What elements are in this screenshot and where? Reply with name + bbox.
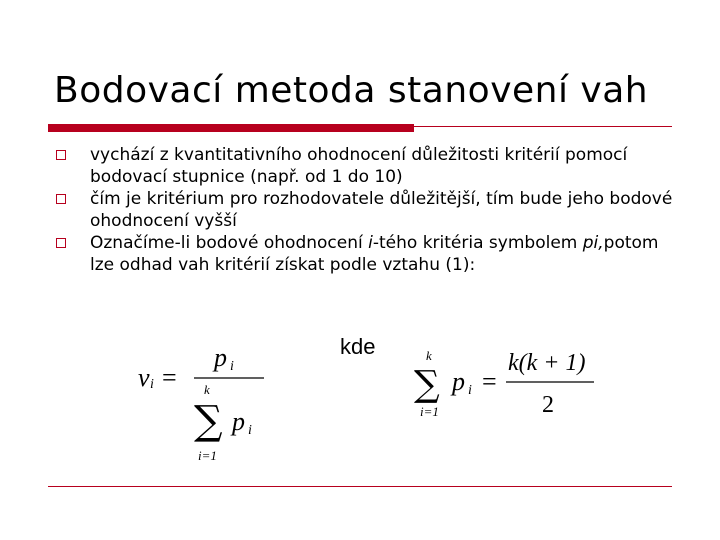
formula-numerator: k(k + 1) — [508, 350, 586, 376]
formula-equals: = — [162, 363, 177, 392]
square-bullet-icon — [56, 238, 66, 248]
formula-denominator: 2 — [542, 392, 554, 418]
formula-lhs-sub: i — [150, 377, 154, 392]
bullet-text: Označíme-li bodové ohodnocení i-tého kritéria symbolem pi,potom lze odhad vah kritérií získat podle vztahu (1): — [90, 233, 659, 275]
formula-equals: = — [482, 367, 497, 396]
list-item — [54, 188, 674, 232]
bullet-text: vychází z kvantitativního ohodnocení důležitosti kritérií pomocí bodovací stupnice (např. od 1 do 10) — [90, 145, 628, 187]
formula-numerator-sub: i — [230, 359, 234, 374]
formula-lhs: v — [138, 363, 150, 392]
list-item — [54, 232, 674, 276]
footer-divider — [48, 486, 672, 487]
sum-lower-limit: i=1 — [198, 448, 217, 463]
square-bullet-icon — [56, 150, 66, 160]
sum-lower-limit: i=1 — [420, 404, 439, 419]
list-item — [54, 144, 674, 188]
slide-title: Bodovací metoda stanovení vah — [54, 70, 649, 111]
kde-label: kde — [340, 334, 376, 359]
title-divider — [48, 126, 672, 127]
sum-sign: ∑ — [194, 398, 223, 444]
sum-term: p — [452, 367, 465, 396]
formula-numerator: p — [214, 343, 227, 372]
bullet-list — [54, 144, 674, 276]
sum-formula — [408, 346, 608, 426]
square-bullet-icon — [56, 194, 66, 204]
formula-denominator-sub: i — [248, 423, 252, 438]
sum-term-sub: i — [468, 383, 472, 398]
sum-upper-limit: k — [426, 348, 432, 363]
formula-denominator: p — [232, 407, 245, 436]
sum-sign: ∑ — [414, 364, 440, 405]
sum-upper-limit: k — [204, 382, 210, 397]
bullet-text: čím je kritérium pro rozhodovatele důležitější, tím bude jeho bodové ohodnocení vyšší — [90, 189, 673, 231]
weight-formula — [130, 338, 290, 468]
